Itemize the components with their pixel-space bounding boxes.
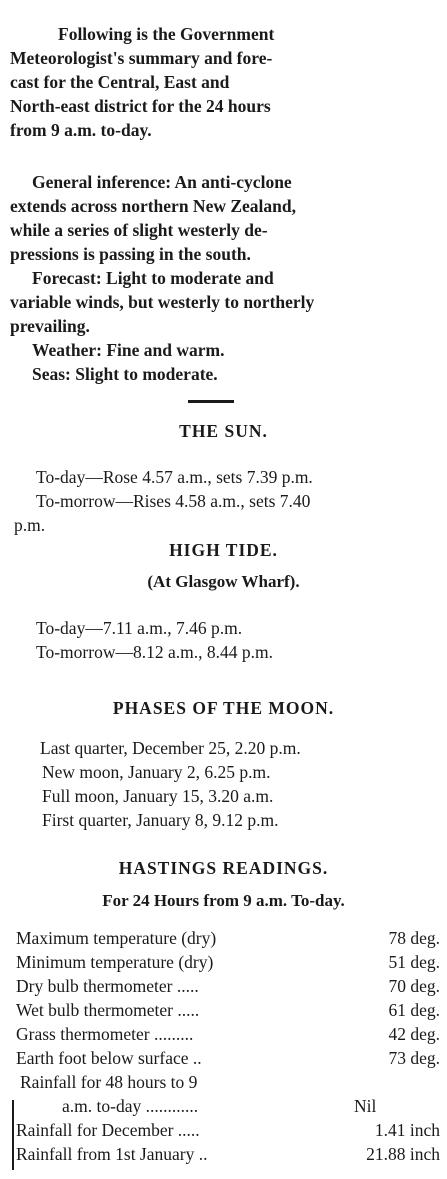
reading-value: Nil bbox=[354, 1096, 377, 1116]
seas-line: Seas: Slight to moderate. bbox=[32, 364, 218, 384]
intro-line: Meteorologist's summary and fore- bbox=[10, 48, 273, 68]
readings-row bbox=[16, 1142, 440, 1166]
forecast-line: Forecast: Light to moderate and bbox=[32, 268, 274, 288]
moon-line: First quarter, January 8, 9.12 p.m. bbox=[42, 810, 279, 830]
reading-label: Grass thermometer ......... bbox=[16, 1024, 194, 1044]
sun-line: p.m. bbox=[14, 515, 46, 535]
tide-line: To-day—7.11 a.m., 7.46 p.m. bbox=[36, 618, 243, 638]
reading-value: 21.88 inch bbox=[366, 1144, 440, 1164]
intro-line: from 9 a.m. to-day. bbox=[10, 120, 152, 140]
sun-heading: THE SUN. bbox=[179, 421, 268, 441]
readings-row bbox=[16, 926, 440, 950]
reading-label: Wet bulb thermometer ..... bbox=[16, 1000, 200, 1020]
reading-value: 1.41 inch bbox=[374, 1120, 440, 1140]
readings-subheading: For 24 Hours from 9 a.m. To-day. bbox=[102, 891, 345, 910]
readings-row bbox=[16, 1022, 440, 1046]
tide-section bbox=[14, 616, 441, 664]
reading-label: Earth foot below surface .. bbox=[16, 1048, 202, 1068]
reading-label: Rainfall for 48 hours to 9 bbox=[20, 1072, 198, 1092]
inference-line: pressions is passing in the south. bbox=[10, 244, 251, 264]
inference-line: extends across northern New Zealand, bbox=[10, 196, 296, 216]
intro-line: cast for the Central, East and bbox=[10, 72, 230, 92]
readings-heading: HASTINGS READINGS. bbox=[118, 858, 329, 878]
readings-row bbox=[16, 1118, 440, 1142]
readings-row bbox=[16, 1046, 440, 1070]
tide-subheading: (At Glasgow Wharf). bbox=[147, 572, 300, 591]
reading-label: Dry bulb thermometer ..... bbox=[16, 976, 199, 996]
readings-table bbox=[16, 926, 440, 1166]
intro-line: North-east district for the 24 hours bbox=[10, 96, 271, 116]
moon-line: Last quarter, December 25, 2.20 p.m. bbox=[40, 738, 301, 758]
reading-value: 70 deg. bbox=[388, 976, 440, 996]
moon-line: New moon, January 2, 6.25 p.m. bbox=[42, 762, 271, 782]
inference-line: General inference: An anti-cyclone bbox=[32, 172, 292, 192]
readings-row bbox=[16, 950, 440, 974]
moon-section bbox=[14, 736, 441, 832]
reading-value bbox=[354, 1070, 440, 1094]
sun-line: To-morrow—Rises 4.58 a.m., sets 7.40 bbox=[36, 491, 311, 511]
intro-paragraph bbox=[10, 22, 441, 142]
forecast-line: variable winds, but westerly to northerly bbox=[10, 292, 315, 312]
column-margin-rule bbox=[12, 1100, 14, 1170]
inference-line: while a series of slight westerly de- bbox=[10, 220, 268, 240]
weather-line: Weather: Fine and warm. bbox=[32, 340, 225, 360]
moon-line: Full moon, January 15, 3.20 a.m. bbox=[42, 786, 274, 806]
tide-heading: HIGH TIDE. bbox=[169, 540, 278, 560]
reading-label: Rainfall for December ..... bbox=[16, 1120, 200, 1140]
forecast-paragraph bbox=[10, 266, 441, 386]
forecast-line: prevailing. bbox=[10, 316, 90, 336]
tide-line: To-morrow—8.12 a.m., 8.44 p.m. bbox=[36, 642, 273, 662]
reading-value: 42 deg. bbox=[388, 1024, 440, 1044]
intro-line: Following is the Government bbox=[58, 24, 275, 44]
readings-row bbox=[16, 974, 440, 998]
reading-label: Minimum temperature (dry) bbox=[16, 952, 214, 972]
readings-row bbox=[16, 1094, 440, 1118]
sun-line: To-day—Rose 4.57 a.m., sets 7.39 p.m. bbox=[36, 467, 313, 487]
readings-row bbox=[16, 1070, 440, 1094]
general-inference bbox=[10, 170, 441, 266]
reading-value: 73 deg. bbox=[388, 1048, 440, 1068]
sun-section bbox=[14, 465, 441, 537]
moon-heading: PHASES OF THE MOON. bbox=[112, 698, 335, 718]
section-divider bbox=[188, 400, 234, 403]
reading-label: a.m. to-day ............ bbox=[62, 1096, 199, 1116]
reading-value: 51 deg. bbox=[388, 952, 440, 972]
reading-value: 61 deg. bbox=[388, 1000, 440, 1020]
reading-value: 78 deg. bbox=[388, 928, 440, 948]
reading-label: Maximum temperature (dry) bbox=[16, 928, 217, 948]
readings-row bbox=[16, 998, 440, 1022]
reading-label: Rainfall from 1st January .. bbox=[16, 1144, 208, 1164]
